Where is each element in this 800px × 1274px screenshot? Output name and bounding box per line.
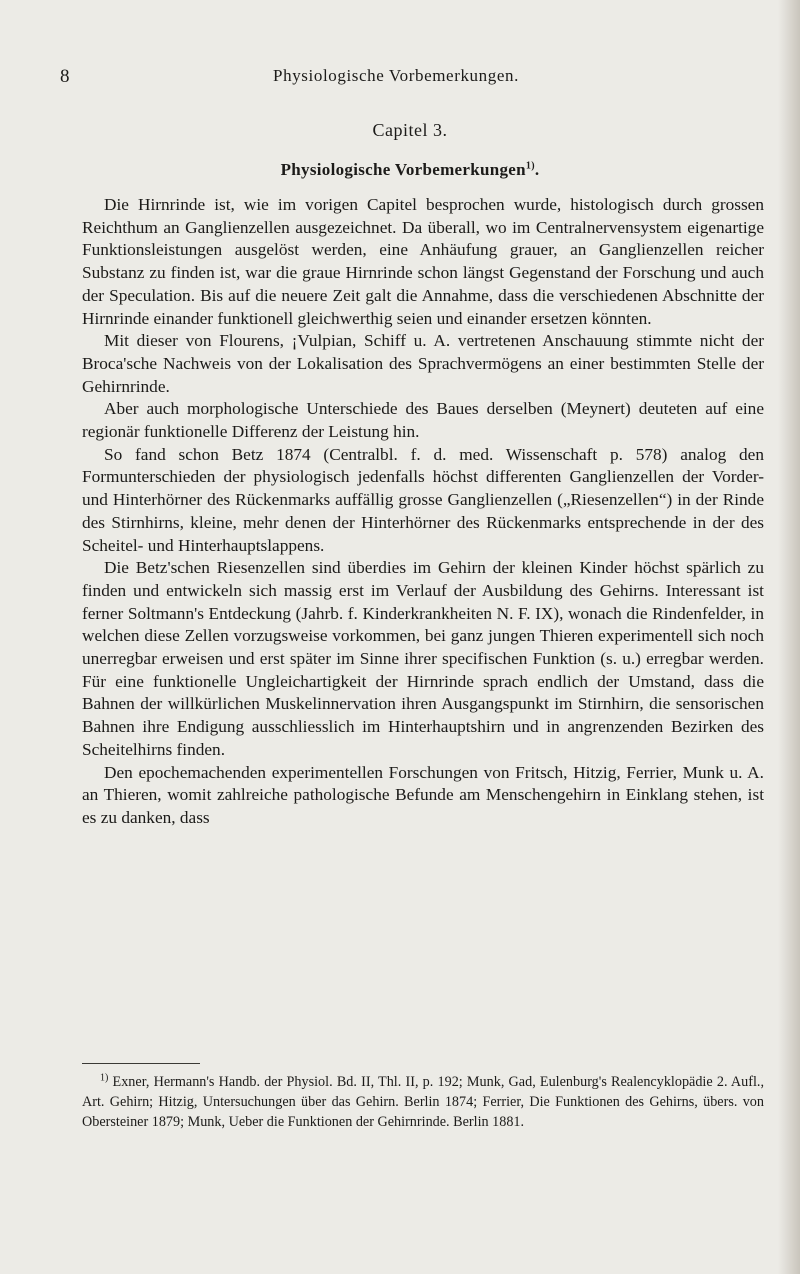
footnote-reference: 1) bbox=[525, 160, 535, 172]
body-text bbox=[82, 194, 764, 830]
page-edge-shadow bbox=[778, 0, 800, 1274]
running-header bbox=[60, 66, 732, 90]
chapter-title: Capitel 3. bbox=[372, 120, 448, 140]
section-title: Physiologische Vorbemerkungen$^{1)}$. bbox=[280, 160, 540, 179]
running-title: Physiologische Vorbemerkungen. bbox=[273, 66, 519, 85]
footnote bbox=[82, 1073, 764, 1132]
footnote-divider bbox=[82, 1063, 200, 1064]
footnote-marker: 1) bbox=[100, 1072, 109, 1084]
paragraph: Die Hirnrinde ist, wie im vorigen Capitel besprochen wurde, histologisch durch grossen Reichthum an Ganglienzellen ausgezeichnet. Da überall, wo im Centralnervensystem eigenartige Funktionsleistungen ausgelöst werden, eine Anhäufung grauer, an Ganglienzellen reicher Substanz zu finden ist, war die graue Hirnrinde schon längst Gegenstand der Forschung und auch der Speculation. Bis auf die neuere Zeit galt die Annahme, dass die verschiedenen Abschnitte der Hirnrinde einander funktionell gleichwerthig seien und einander ersetzen könnten. bbox=[82, 195, 764, 328]
paragraph: Die Betz'schen Riesenzellen sind überdies im Gehirn der kleinen Kinder höchst spärlich zu finden und entwickeln sich massig erst im Verlauf der Ausbildung des Gehirns. Interessant ist ferner Soltmann's Entdeckung (Jahrb. f. Kinderkrankheiten N. F. IX), wonach die Rindenfelder, in welchen diese Zellen vorzugsweise vorkommen, bei ganz jungen Thieren experimentell sich noch unerregbar erweisen und erst später im Sinne ihrer specifischen Funktion (s. u.) erregbar werden. Für eine funktionelle Ungleichartigkeit der Hirnrinde sprach endlich der Umstand, dass die Bahnen der willkürlichen Muskelinnervation ihren Ausgangspunkt im Stirnhirn, die sensorischen Bahnen ihre Endigung ausschliesslich im Hinterhauptshirn und in angrenzenden Bezirken des Scheitelhirns finden. bbox=[82, 558, 764, 759]
paragraph: Den epochemachenden experimentellen Forschungen von Fritsch, Hitzig, Ferrier, Munk u. A. an Thieren, womit zahlreiche pathologische Befunde am Menschengehirn in Einklang stehen, ist es zu danken, dass bbox=[82, 762, 764, 827]
section-title-text: Physiologische Vorbemerkungen bbox=[280, 160, 526, 179]
footnote-body: Exner, Hermann's Handb. der Physiol. Bd. II, Thl. II, p. 192; Munk, Gad, Eulenburg's Realencyklopädie 2. Aufl., Art. Gehirn; Hitzig, Untersuchungen über das Gehirn. Berlin 1874; Ferrier, Die Funktionen des Gehirns, übers. von Obersteiner 1879; Munk, Ueber die Funktionen der Gehirnrinde. Berlin 1881. bbox=[82, 1074, 765, 1130]
paragraph: So fand schon Betz 1874 (Centralbl. f. d. med. Wissenschaft p. 578) analog den Formunterschieden der physiologisch jedenfalls höchst differenten Ganglienzellen der Vorder- und Hinterhörner des Rückenmarks auffällig grosse Ganglienzellen („Riesenzellen“) in der Rinde des Stirnhirns, kleine, mehr denen der Hinterhörner des Rückenmarks entsprechende in der des Scheitel- und Hinterhauptslappens. bbox=[82, 444, 764, 555]
paragraph: Mit dieser von Flourens, ¡Vulpian, Schiff u. A. vertretenen Anschauung stimmte nicht der Broca'sche Nachweis von der Lokalisation des Sprachvermögens an einer bestimmten Stelle der Gehirnrinde. bbox=[82, 331, 764, 396]
paragraph: Aber auch morphologische Unterschiede des Baues derselben (Meynert) deuteten auf eine regionär funktionelle Differenz der Leistung hin. bbox=[82, 399, 764, 442]
page-number: 8 bbox=[60, 66, 70, 87]
footnote-text bbox=[82, 1073, 764, 1132]
